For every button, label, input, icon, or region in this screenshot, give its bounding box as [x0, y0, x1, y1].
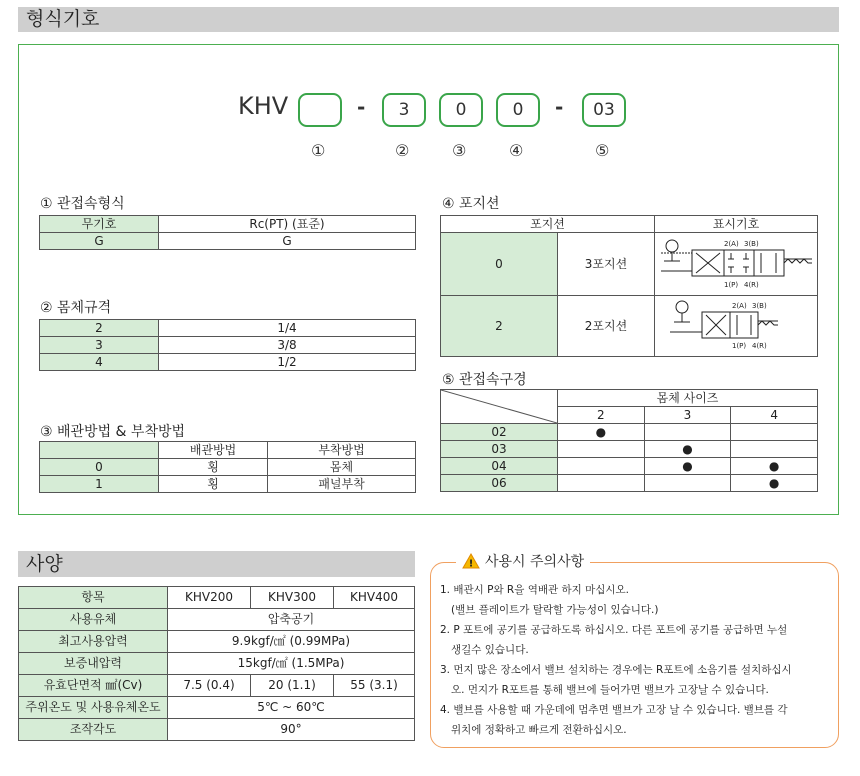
- table2-cell: 2: [40, 320, 159, 337]
- table5-mark: ●: [644, 458, 731, 475]
- code-box-1: [298, 93, 342, 127]
- table3-cell: 횡: [159, 459, 268, 476]
- table-row: [19, 719, 415, 741]
- spec-value: 20 (1.1): [251, 675, 334, 697]
- table4-header-1: 표시기호: [655, 216, 818, 233]
- marker-3: ③: [452, 141, 467, 160]
- table2-cell: 1/2: [159, 354, 416, 371]
- code-dash-1: -: [357, 95, 366, 119]
- table5-row-label: 02: [441, 424, 558, 441]
- table5-mark: [731, 424, 818, 441]
- table-row: [40, 476, 416, 493]
- code-box-5: 03: [582, 93, 626, 127]
- model-section-title: 형식기호: [26, 8, 100, 30]
- spec-header-item: 항목: [19, 587, 168, 609]
- table3-cell: 횡: [159, 476, 268, 493]
- port-b-label: 3(B): [752, 302, 767, 310]
- table5-row-label: 04: [441, 458, 558, 475]
- table5-mark: [558, 475, 645, 492]
- warning-symbol: !: [468, 558, 474, 569]
- spec-label: 최고사용압력: [19, 631, 168, 653]
- table4-cell: 2: [441, 296, 558, 357]
- table1-header-0: 무기호: [40, 216, 159, 233]
- model-prefix: KHV: [238, 92, 289, 120]
- table5-mark: [644, 424, 731, 441]
- spec-label: 조작각도: [19, 719, 168, 741]
- symbol-3position: [655, 233, 818, 296]
- section-header-model: [18, 7, 839, 32]
- table5-size-header: 2: [558, 407, 645, 424]
- note-line: 생길수 있습니다.: [451, 644, 529, 656]
- table5-row-label: 03: [441, 441, 558, 458]
- spec-label: 유효단면적 ㎟(Cv): [19, 675, 168, 697]
- spec-title: 사양: [26, 553, 63, 575]
- spec-value: 15kgf/㎠ (1.5MPa): [168, 653, 415, 675]
- port-r-label: 4(R): [752, 342, 767, 350]
- marker-2: ②: [395, 141, 410, 160]
- table-row: [441, 458, 818, 475]
- table-row: [40, 320, 416, 337]
- table3-header-1: 부착방법: [268, 442, 416, 459]
- note-line: 2. P 포트에 공기를 공급하도록 하십시오. 다른 포트에 공기를 공급하면 누설: [440, 624, 788, 636]
- table4-header-0: 포지션: [441, 216, 655, 233]
- code-box-4: 0: [496, 93, 540, 127]
- table1-title: ① 관접속형식: [40, 196, 125, 212]
- table-row: [19, 609, 415, 631]
- table5-mark: [558, 441, 645, 458]
- table5-group-header: 몸체 사이즈: [558, 390, 818, 407]
- table5-mark: ●: [644, 441, 731, 458]
- table3-cell: 1: [40, 476, 159, 493]
- valve-symbol-3pos-icon: [656, 233, 816, 291]
- table-row: [19, 675, 415, 697]
- port-r-label: 4(R): [744, 281, 759, 289]
- table-row: [441, 233, 818, 296]
- note-line: (밸브 플레이트가 탈락할 가능성이 있습니다.): [451, 604, 659, 616]
- table2-cell: 3/8: [159, 337, 416, 354]
- table1-cell-0: G: [40, 233, 159, 250]
- table5-size-header: 4: [731, 407, 818, 424]
- marker-4: ④: [509, 141, 524, 160]
- caution-title: [456, 551, 590, 571]
- table-row: [441, 424, 818, 441]
- table4-cell: 2포지션: [558, 296, 655, 357]
- table5-mark: [731, 441, 818, 458]
- table3-corner: [40, 442, 159, 459]
- table-row: [19, 653, 415, 675]
- position-table: [440, 215, 818, 357]
- table2-title: ② 몸체규격: [40, 300, 112, 316]
- table5-mark: ●: [731, 475, 818, 492]
- table5-mark: [644, 475, 731, 492]
- note-line: 4. 밸브를 사용할 때 가운데에 멈추면 밸브가 고장 날 수 있습니다. 밸브를 각: [440, 704, 788, 716]
- table3-header-0: 배관방법: [159, 442, 268, 459]
- table3-cell: 몸체: [268, 459, 416, 476]
- caution-notes: [440, 580, 835, 740]
- caution-title-text: 사용시 주의사항: [485, 554, 585, 570]
- spec-value: 7.5 (0.4): [168, 675, 251, 697]
- piping-method-table: [39, 441, 416, 493]
- table5-mark: ●: [558, 424, 645, 441]
- table-row: [40, 459, 416, 476]
- table3-cell: 0: [40, 459, 159, 476]
- port-b-label: 3(B): [744, 240, 759, 248]
- port-a-label: 2(A): [724, 240, 739, 248]
- spec-value: 압축공기: [168, 609, 415, 631]
- symbol-2position: [655, 296, 818, 357]
- table-row: [19, 631, 415, 653]
- valve-symbol-2pos-icon: [656, 296, 816, 352]
- port-p-label: 1(P): [724, 281, 739, 289]
- spec-value: 90°: [168, 719, 415, 741]
- note-line: 오. 먼지가 R포트를 통해 밸브에 들어가면 밸브가 고장날 수 있습니다.: [451, 684, 769, 696]
- spec-value: 9.9kgf/㎠ (0.99MPa): [168, 631, 415, 653]
- table-row: [40, 337, 416, 354]
- table2-cell: 3: [40, 337, 159, 354]
- code-box-2: 3: [382, 93, 426, 127]
- spec-header-khv300: KHV300: [251, 587, 334, 609]
- warning-icon: [462, 553, 480, 569]
- table4-title: ④ 포지션: [442, 196, 500, 212]
- code-dash-2: -: [555, 95, 564, 119]
- table4-cell: 0: [441, 233, 558, 296]
- table5-mark: [558, 458, 645, 475]
- spec-label: 주위온도 및 사용유체온도: [19, 697, 168, 719]
- table2-cell: 1/4: [159, 320, 416, 337]
- spec-table: [18, 586, 415, 741]
- table5-corner: [441, 390, 558, 424]
- table2-cell: 4: [40, 354, 159, 371]
- spec-label: 사용유체: [19, 609, 168, 631]
- table5-mark: ●: [731, 458, 818, 475]
- table5-title: ⑤ 관접속구경: [442, 372, 527, 388]
- table5-row-label: 06: [441, 475, 558, 492]
- table-row: [441, 296, 818, 357]
- marker-1: ①: [311, 141, 326, 160]
- table3-title: ③ 배관방법 & 부착방법: [40, 424, 186, 440]
- table-row: [441, 475, 818, 492]
- section-header-spec: [18, 551, 415, 577]
- spec-label: 보증내압력: [19, 653, 168, 675]
- port-p-label: 1(P): [732, 342, 747, 350]
- port-size-table: [440, 389, 818, 492]
- table-row: [441, 441, 818, 458]
- table-row: [19, 697, 415, 719]
- corner-diagonal-icon: [441, 390, 557, 423]
- spec-value: 55 (3.1): [334, 675, 415, 697]
- table-row: [40, 354, 416, 371]
- table1-header-1: Rc(PT) (표준): [159, 216, 416, 233]
- marker-5: ⑤: [595, 141, 610, 160]
- code-box-3: 0: [439, 93, 483, 127]
- table3-cell: 패널부착: [268, 476, 416, 493]
- spec-header-khv200: KHV200: [168, 587, 251, 609]
- body-size-table: [39, 319, 416, 371]
- connection-type-table: [39, 215, 416, 250]
- spec-header-khv400: KHV400: [334, 587, 415, 609]
- note-line: 3. 먼지 많은 장소에서 밸브 설치하는 경우에는 R포트에 소음기를 설치하십시: [440, 664, 792, 676]
- port-a-label: 2(A): [732, 302, 747, 310]
- table5-size-header: 3: [644, 407, 731, 424]
- note-line: 위치에 정확하고 빠르게 전환하십시오.: [451, 724, 627, 736]
- note-line: 1. 배관시 P와 R을 역배관 하지 마십시오.: [440, 584, 630, 596]
- table4-cell: 3포지션: [558, 233, 655, 296]
- table1-cell-1: G: [159, 233, 416, 250]
- spec-value: 5℃ ~ 60℃: [168, 697, 415, 719]
